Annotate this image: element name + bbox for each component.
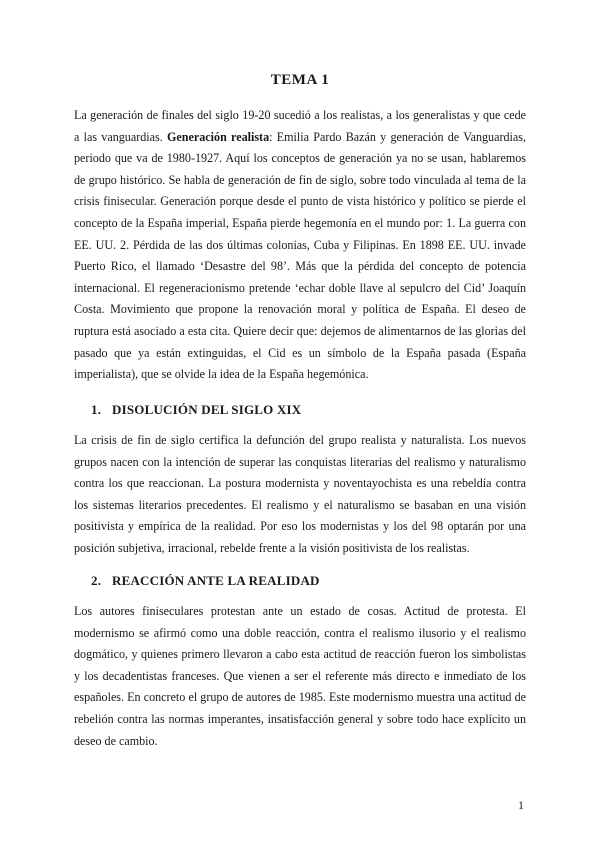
page-number: 1 [518,798,524,812]
intro-paragraph [74,105,526,386]
section-2-paragraph: Los autores finiseculares protestan ante un estado de cosas. Actitud de protesta. El modernismo se afirmó como una doble reacción, contra el realismo ilusorio y el realismo dogmático, y quienes primero llevaron a cabo esta actitud de reacción fueron los simbolistas y los decadentistas franceses. Que vienen a ser el referente más directo e inmediato de los españoles. En concreto el grupo de autores de 1985. Este modernismo muestra una actitud de rebelión contra las normas imperantes, insatisfacción general y sobre todo hace explícito un deseo de cambio. [74,604,526,748]
intro-text-rest: : Emilia Pardo Bazán y generación de Vanguardias, periodo que va de 1980-1927. Aquí los conceptos de generación ya no se usan, hablaremos de grupo histórico. Se habla de generación de fin de siglo, sobre todo vinculada al tema de la crisis finisecular. Generación porque desde el punto de vista histórico y político se pierde el concepto de la España imperial, España pierde hegemonía en el mundo por: 1. La guerra con EE. UU. 2. Pérdida de las dos últimas colonias, Cuba y Filipinas. En 1898 EE. UU. invade Puerto Rico, el llamado ‘Desastre del 98’. Más que la pérdida del concepto de potencia internacional. El regeneracionismo pretende ‘echar doble llave al sepulcro del Cid’ Joaquín Costa. Movimiento que propone la renovación moral y política de España. El deseo de ruptura está asociado a esta cita. Quiere decir que: dejemos de alimentarnos de las glorias del pasado que ya están extinguidas, el Cid es un símbolo de la España pasada (España imperialista), que se olvide la idea de la España hegemónica. [74,129,527,382]
section-2-number: 2. [91,573,102,588]
section-1-number: 1. [91,402,102,417]
section-2-heading [91,573,320,589]
section-1-paragraph: La crisis de fin de siglo certifica la defunción del grupo realista y naturalista. Los nuevos grupos nacen con la intención de superar las conquistas literarias del realismo y naturalismo contra los que reaccionan. La postura modernista y noventayochista es una rebeldía contra los sistemas literarios precedentes. El realismo y el naturalismo se basaban en una visión positivista y empírica de la realidad. Por eso los modernistas y los del 98 optarán por una posición subjetiva, irracional, rebelde frente a la visión positivista de los realistas. [74,433,526,555]
section-1-heading [91,402,301,418]
section-2-title: REACCIÓN ANTE LA REALIDAD [112,573,320,588]
document-title: TEMA 1 [270,72,330,88]
section-1-title: DISOLUCIÓN DEL SIGLO XIX [112,402,302,417]
intro-text-start: La generación de finales del siglo 19-20 sucedió a los realistas, a los generalistas y que cede a las vanguardias. [74,108,526,144]
intro-bold-term: Generación realista [167,129,270,144]
